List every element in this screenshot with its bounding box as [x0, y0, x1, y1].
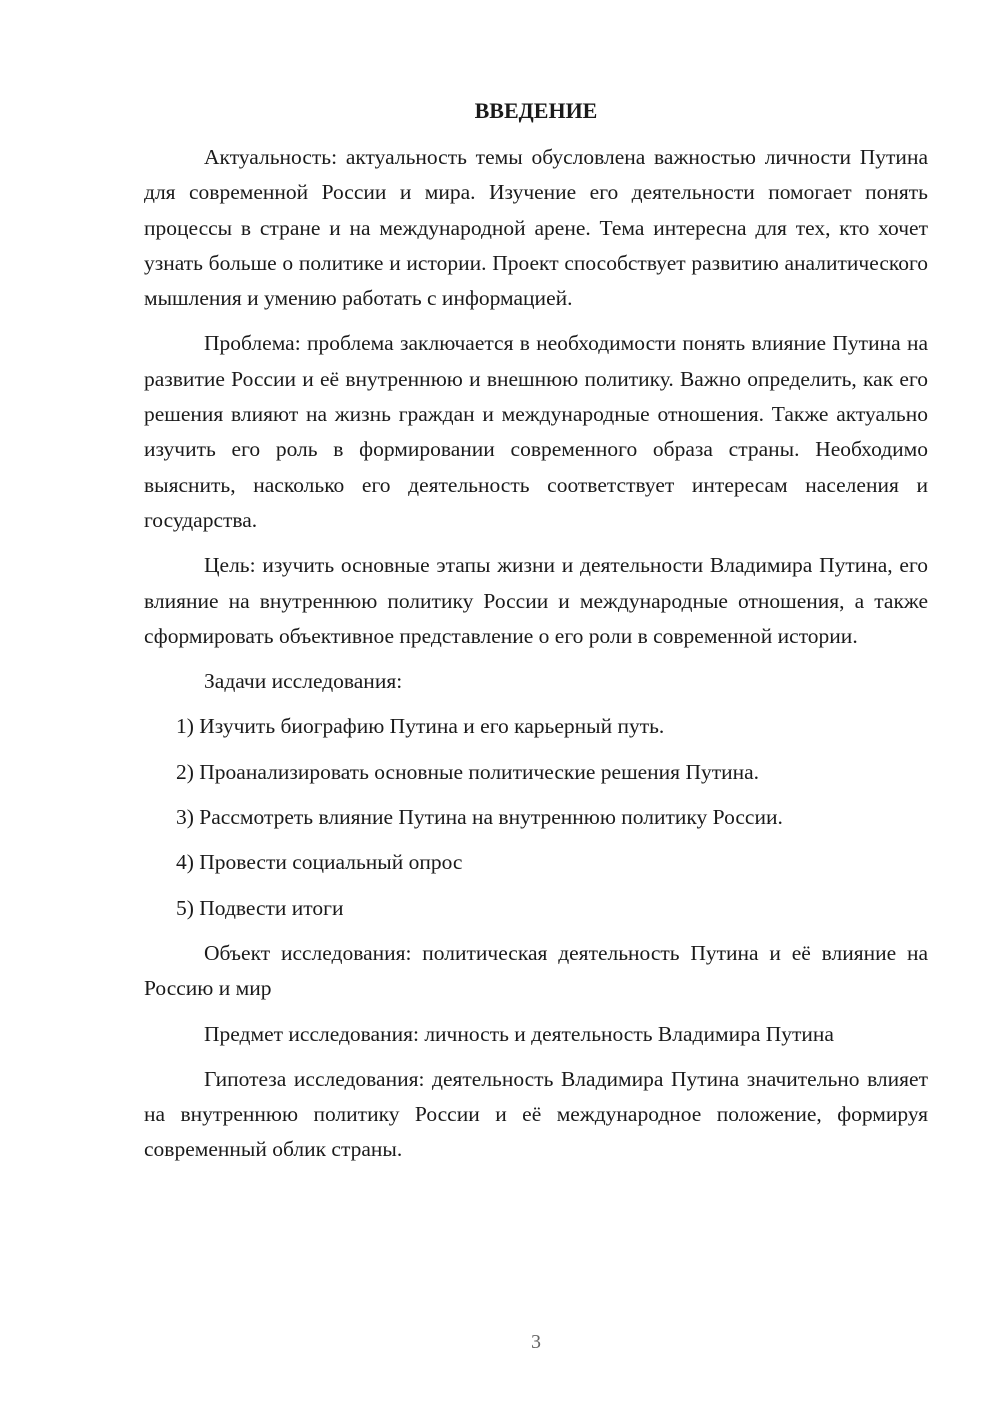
task-item-5: 5) Подвести итоги — [176, 895, 344, 920]
page-number: 3 — [531, 1331, 541, 1353]
page-title: ВВЕДЕНИЕ — [474, 98, 598, 123]
paragraph-subject: Предмет исследования: личность и деятельность Владимира Путина — [204, 1021, 834, 1046]
paragraph-object: Объект исследования: политическая деятельность Путина и её влияние на Россию и мир — [144, 940, 928, 1001]
task-list — [144, 709, 928, 925]
task-item-1: 1) Изучить биографию Путина и его карьерный путь. — [176, 714, 665, 739]
task-item-2: 2) Проанализировать основные политические решения Путина. — [176, 759, 760, 784]
paragraph-goal: Цель: изучить основные этапы жизни и деятельности Владимира Путина, его влияние на внутреннюю политику России и международные отношения, а также сформировать объективное представление о его роли в современной истории. — [144, 553, 928, 648]
paragraph-problem: Проблема: проблема заключается в необходимости понять влияние Путина на развитие России и её внутреннюю и внешнюю политику. Важно определить, как его решения влияют на жизнь граждан и международные отношения. Также актуально изучить его роль в формировании современного образа страны. Необходимо выяснить, насколько его деятельность соответствует интересам населения и государства. — [144, 331, 928, 532]
paragraph-hypothesis: Гипотеза исследования: деятельность Владимира Путина значительно влияет на внутреннюю политику России и её международное положение, формируя современный облик страны. — [144, 1066, 928, 1162]
paragraph-relevance: Актуальность: актуальность темы обусловлена важностью личности Путина для современной России и мира. Изучение его деятельности помогает понять процессы в стране и на международной арене. Тема интересна для тех, кто хочет узнать больше о политике и истории. Проект способствует развитию аналитического мышления и умению работать с информацией. — [144, 145, 928, 311]
page-content — [144, 96, 928, 1178]
tasks-heading: Задачи исследования: — [204, 669, 403, 694]
task-item-3: 3) Рассмотреть влияние Путина на внутреннюю политику России. — [176, 805, 783, 830]
task-item-4: 4) Провести социальный опрос — [176, 850, 463, 875]
